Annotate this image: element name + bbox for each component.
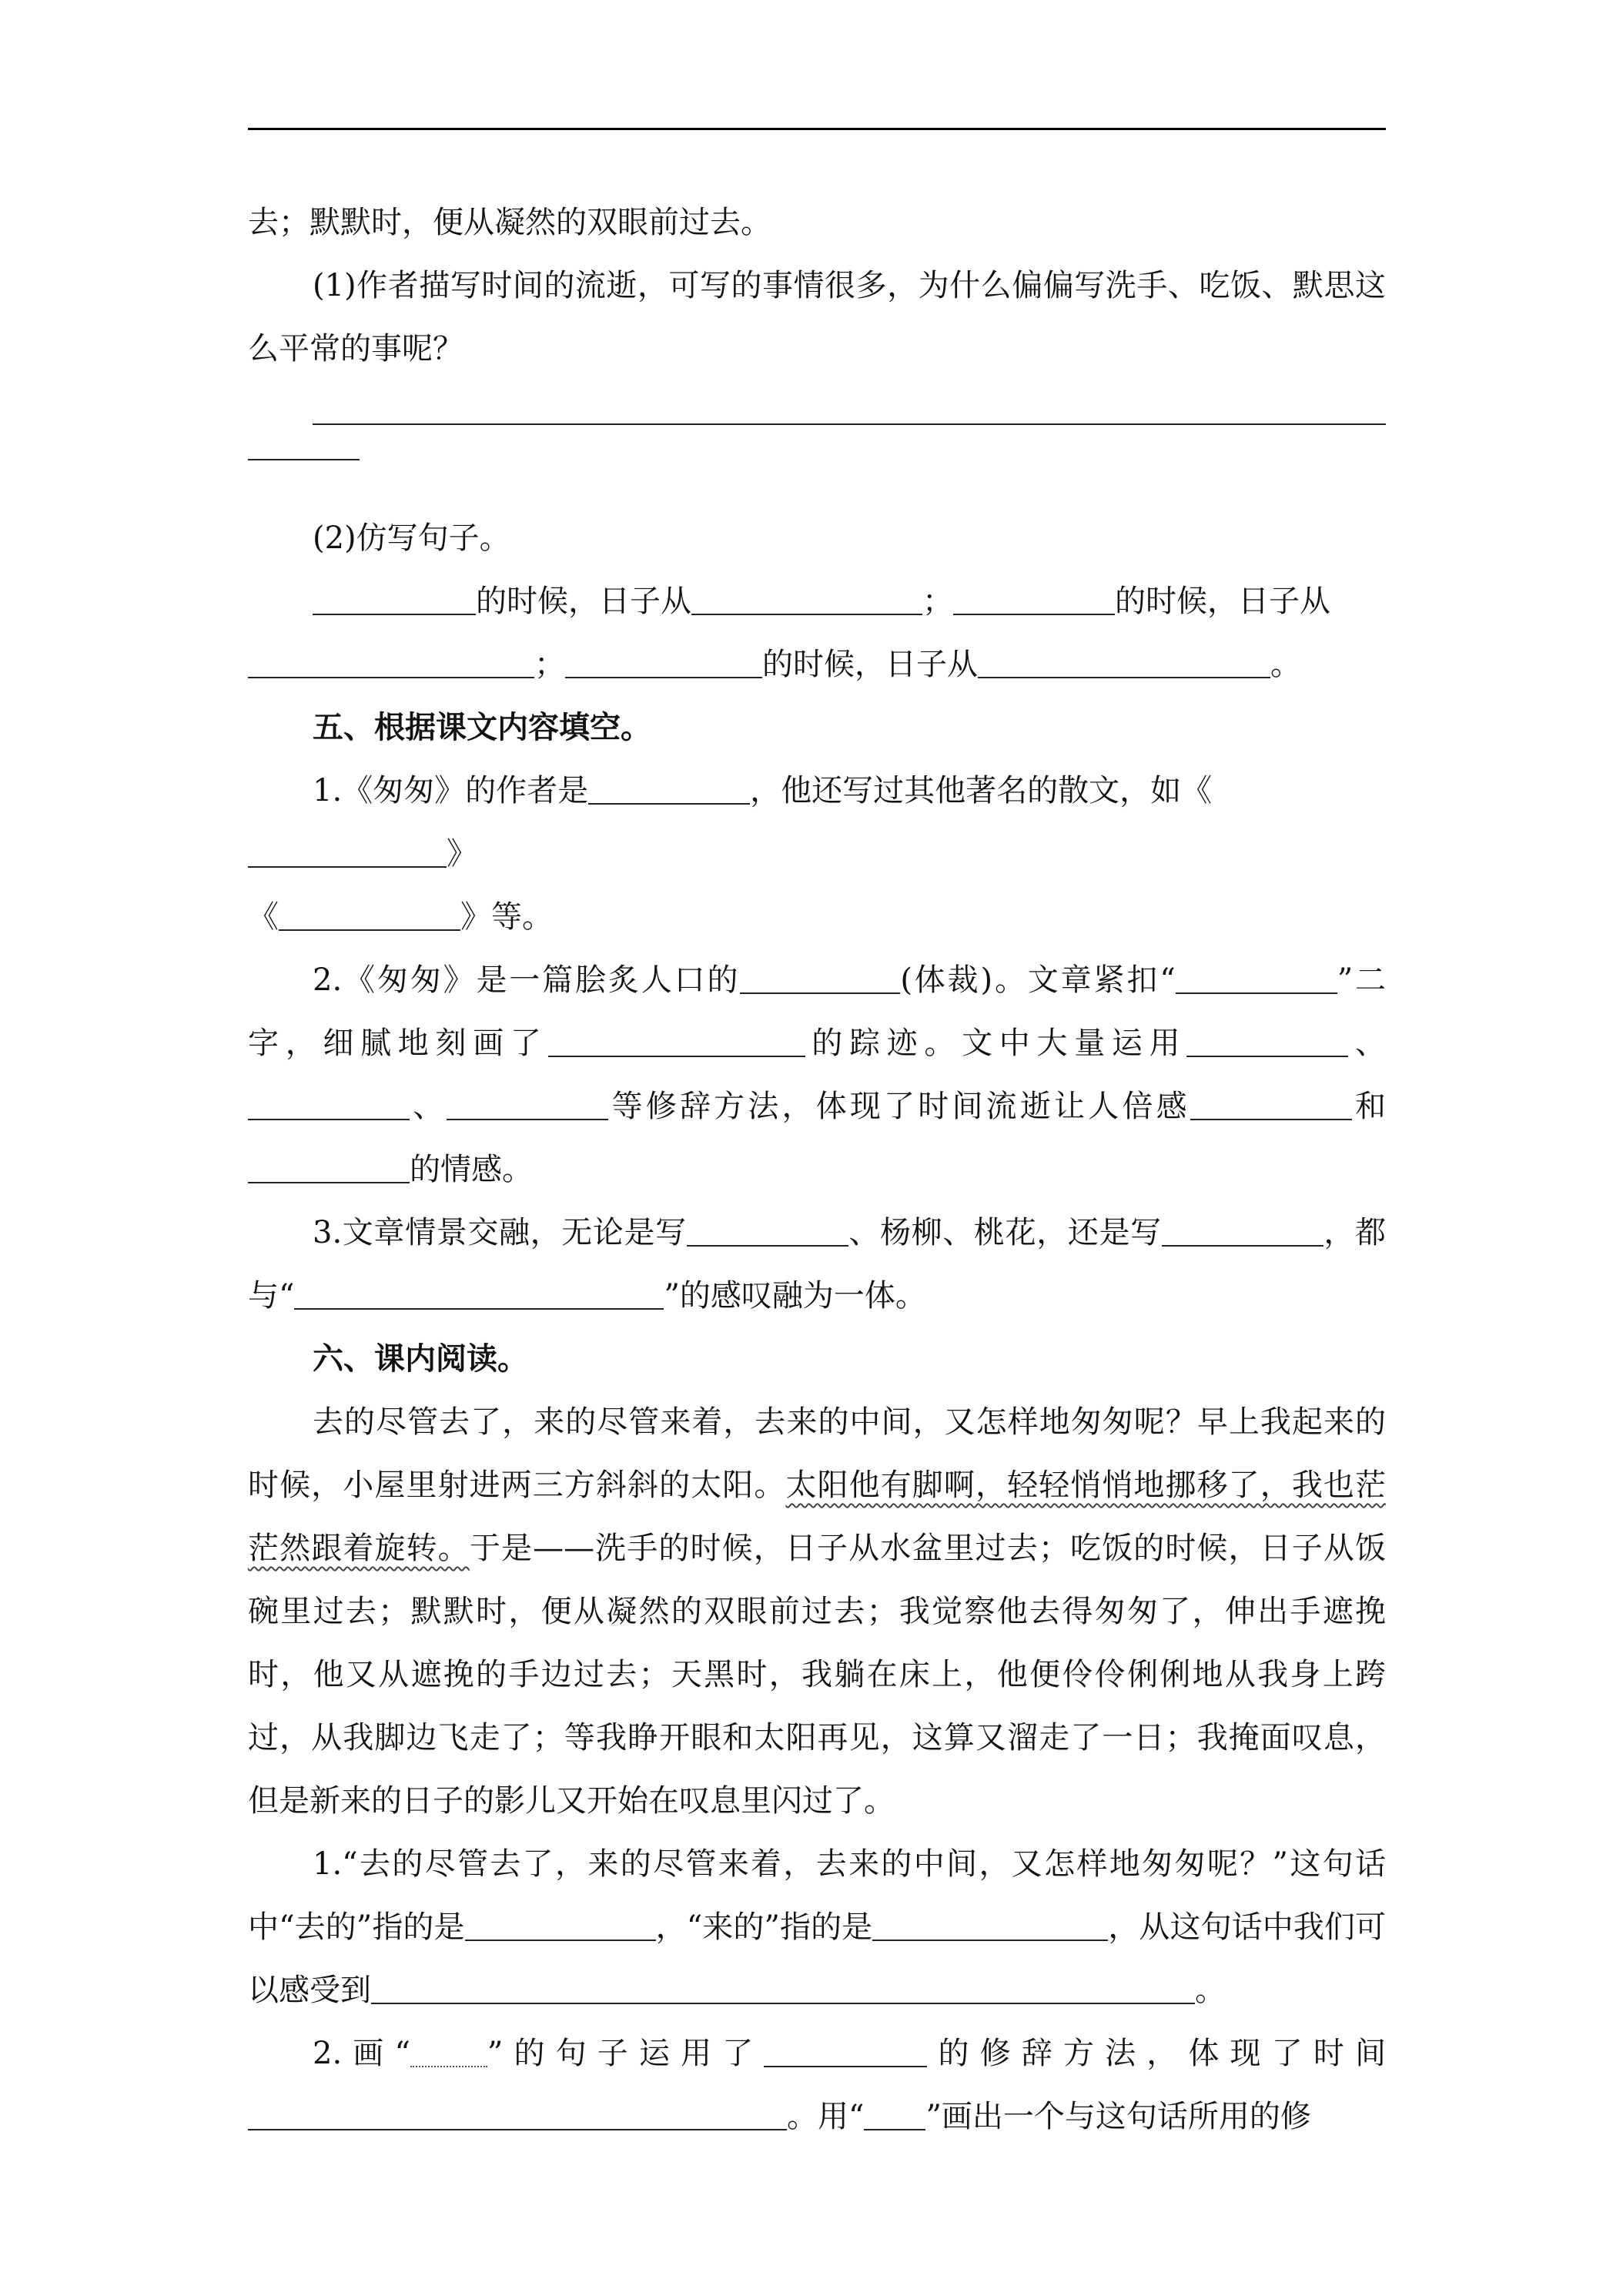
blank[interactable] xyxy=(588,772,750,805)
section-6-heading: 六、课内阅读。 xyxy=(313,1341,528,1377)
blank[interactable] xyxy=(978,646,1270,678)
blank[interactable] xyxy=(1176,962,1337,994)
blank[interactable] xyxy=(248,1151,410,1183)
blank[interactable] xyxy=(1162,1214,1323,1247)
blank[interactable] xyxy=(294,1277,664,1310)
document-body xyxy=(248,191,1386,2148)
continued-text: 去；默默时，便从凝然的双眼前过去。 xyxy=(248,205,771,240)
reading-passage: 去的尽管去了，来的尽管来着，去来的中间，又怎样地匆匆呢？早上我起来的时候，小屋里射进两三方斜斜的太阳。太阳他有脚啊，轻轻悄悄地挪移了，我也茫茫然跟着旋转。于是——洗手的时候，日子从水盆里过去；吃饭的时候，日子从饭碗里过去；默默时，便从凝然的双眼前过去；我觉察他去得匆匆了，伸出手遮挽时，他又从遮挽的手边过去；天黑时，我躺在床上，他便伶伶俐俐地从我身上跨过，从我脚边飞走了；等我睁开眼和太阳再见，这算又溜走了一日；我掩面叹息，但是新来的日子的影儿又开始在叹息里闪过了。 xyxy=(248,1404,1387,1819)
blank[interactable] xyxy=(371,1972,1195,2004)
blank[interactable] xyxy=(279,899,460,931)
blank[interactable] xyxy=(691,583,922,615)
top-rule xyxy=(248,128,1386,130)
question-1: (1)作者描写时间的流逝，可写的事情很多，为什么偏偏写洗手、吃饭、默思这么平常的事呢？ xyxy=(248,268,1386,366)
blank[interactable] xyxy=(548,1025,805,1057)
answer-line[interactable] xyxy=(248,380,1386,443)
wavy-mark-sample xyxy=(410,2035,487,2067)
blank[interactable] xyxy=(687,1214,848,1247)
blank[interactable] xyxy=(872,1909,1108,1941)
s5-item-1-cont: 《 》等。 xyxy=(248,899,553,935)
s6-question-1: 1.“去的尽管去了，来的尽管来着，去来的中间，又怎样地匆匆呢？”这句话中“去的”指的是 ，“来的”指的是 ，从这句话中我们可以感受到 。 xyxy=(248,1846,1386,2008)
answer-line-continued[interactable] xyxy=(248,443,1386,507)
blank[interactable] xyxy=(447,1088,608,1120)
blank[interactable] xyxy=(248,646,534,678)
blank[interactable] xyxy=(1190,1088,1352,1120)
blank[interactable] xyxy=(248,2098,787,2130)
s5-item-2: 2.《匆匆》是一篇脍炙人口的 (体裁)。文章紧扣“ ”二字，细腻地刻画了 的踪迹。文中大量运用 、、 等修辞方法，体现了时间流逝让人倍感 和的情感。 xyxy=(248,962,1387,1187)
blank[interactable] xyxy=(953,583,1115,615)
blank[interactable] xyxy=(764,2035,927,2067)
blank[interactable] xyxy=(313,583,476,615)
blank[interactable] xyxy=(740,962,900,994)
s5-item-3: 3.文章情景交融，无论是写 、杨柳、桃花，还是写 ，都与“ ”的感叹融为一体。 xyxy=(248,1215,1387,1314)
straight-mark-sample xyxy=(864,2098,925,2130)
blank[interactable] xyxy=(248,1088,410,1120)
blank[interactable] xyxy=(465,1909,656,1941)
imitation-line-1: 的时候，日子从 ； 的时候，日子从 xyxy=(248,570,1386,633)
blank[interactable] xyxy=(248,835,447,868)
s6-question-2: 2.画“ ”的句子运用了 的修辞方法，体现了时间。用“ ”画出一个与这句话所用的修 xyxy=(248,2022,1386,2148)
question-2-title: (2)仿写句子。 xyxy=(313,520,510,556)
section-5-heading: 五、根据课文内容填空。 xyxy=(313,710,651,745)
wavy-underlined-sentence: 太阳他有脚啊，轻轻悄悄地挪移了，我也茫茫然跟着旋转。 xyxy=(248,1468,1387,1566)
blank[interactable] xyxy=(565,646,762,678)
imitation-line-2: ； 的时候，日子从 。 xyxy=(248,633,1386,696)
s5-item-1: 1.《匆匆》的作者是 ，他还写过其他著名的散文，如《》 xyxy=(248,759,1386,885)
blank[interactable] xyxy=(1186,1025,1348,1057)
